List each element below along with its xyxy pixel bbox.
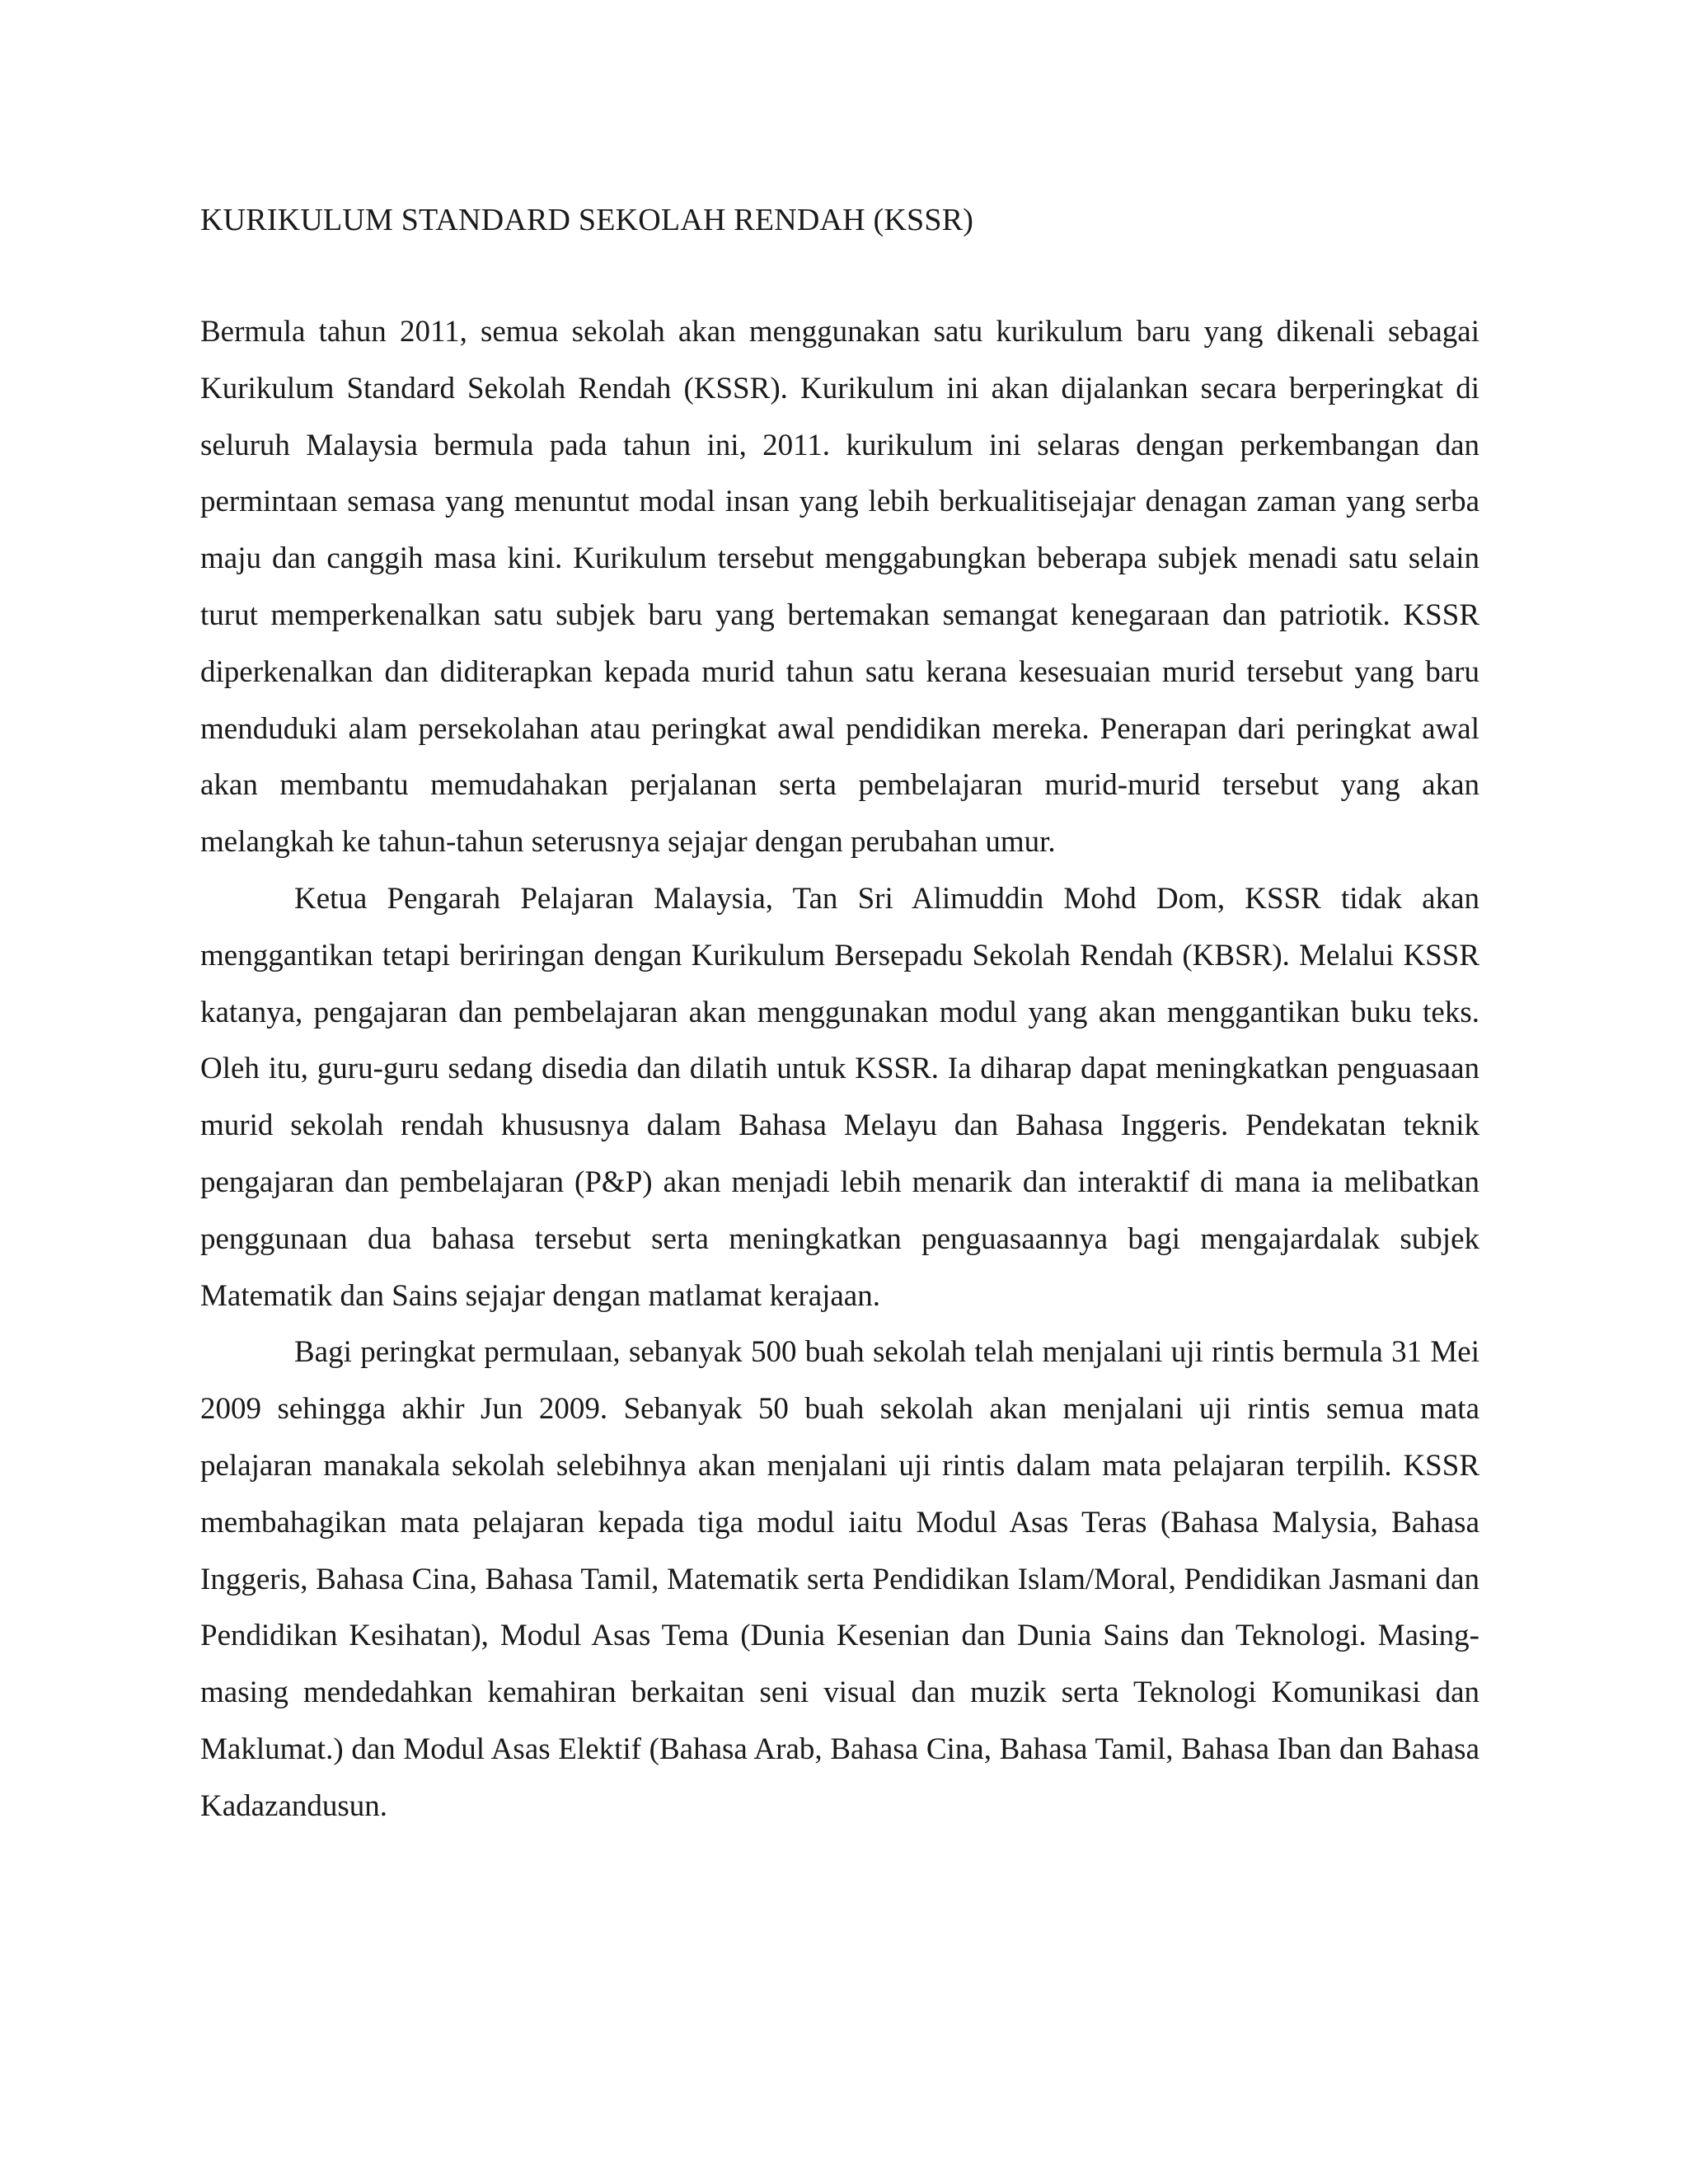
document-body (200, 192, 1479, 1835)
paragraph-1: Bermula tahun 2011, semua sekolah akan menggunakan satu kurikulum baru yang dikenali sebagai Kurikulum Standard Sekolah Rendah (KSSR). Kurikulum ini akan dijalankan secara berperingkat di seluruh Malaysia bermula pada tahun ini, 2011. kurikulum ini selaras dengan perkembangan dan permintaan semasa yang menuntut modal insan yang lebih berkualitisejajar denagan zaman yang serba maju dan canggih masa kini. Kurikulum tersebut menggabungkan beberapa subjek menadi satu selain turut memperkenalkan satu subjek baru yang bertemakan semangat kenegaraan dan patriotik. KSSR diperkenalkan dan diditerapkan kepada murid tahun satu kerana kesesuaian murid tersebut yang baru menduduki alam persekolahan atau peringkat awal pendidikan mereka. Penerapan dari peringkat awal akan membantu memudahakan perjalanan serta pembelajaran murid-murid tersebut yang akan melangkah ke tahun-tahun seterusnya sejajar dengan perubahan umur. (200, 315, 1479, 860)
paragraph-2: Ketua Pengarah Pelajaran Malaysia, Tan Sri Alimuddin Mohd Dom, KSSR tidak akan menggantikan tetapi beriringan dengan Kurikulum Bersepadu Sekolah Rendah (KBSR). Melalui KSSR katanya, pengajaran dan pembelajaran akan menggunakan modul yang akan menggantikan buku teks. Oleh itu, guru-guru sedang disedia dan dilatih untuk KSSR. Ia diharap dapat meningkatkan penguasaan murid sekolah rendah khususnya dalam Bahasa Melayu dan Bahasa Inggeris. Pendekatan teknik pengajaran dan pembelajaran (P&P) akan menjadi lebih menarik dan interaktif di mana ia melibatkan penggunaan dua bahasa tersebut serta meningkatkan penguasaannya bagi mengajardalak subjek Matematik dan Sains sejajar dengan matlamat kerajaan. (200, 881, 1479, 1313)
paragraph-3: Bagi peringkat permulaan, sebanyak 500 buah sekolah telah menjalani uji rintis bermula 31 Mei 2009 sehingga akhir Jun 2009. Sebanyak 50 buah sekolah akan menjalani uji rintis semua mata pelajaran manakala sekolah selebihnya akan menjalani uji rintis dalam mata pelajaran terpilih. KSSR membahagikan mata pelajaran kepada tiga modul iaitu Modul Asas Teras (Bahasa Malysia, Bahasa Inggeris, Bahasa Cina, Bahasa Tamil, Matematik serta Pendidikan Islam/Moral, Pendidikan Jasmani dan Pendidikan Kesihatan), Modul Asas Tema (Dunia Kesenian dan Dunia Sains dan Teknologi. Masing-masing mendedahkan kemahiran berkaitan seni visual dan muzik serta Teknologi Komunikasi dan Maklumat.) dan Modul Asas Elektif (Bahasa Arab, Bahasa Cina, Bahasa Tamil, Bahasa Iban dan Bahasa Kadazandusun. (200, 1335, 1479, 1823)
document-title: KURIKULUM STANDARD SEKOLAH RENDAH (KSSR) (200, 203, 974, 237)
